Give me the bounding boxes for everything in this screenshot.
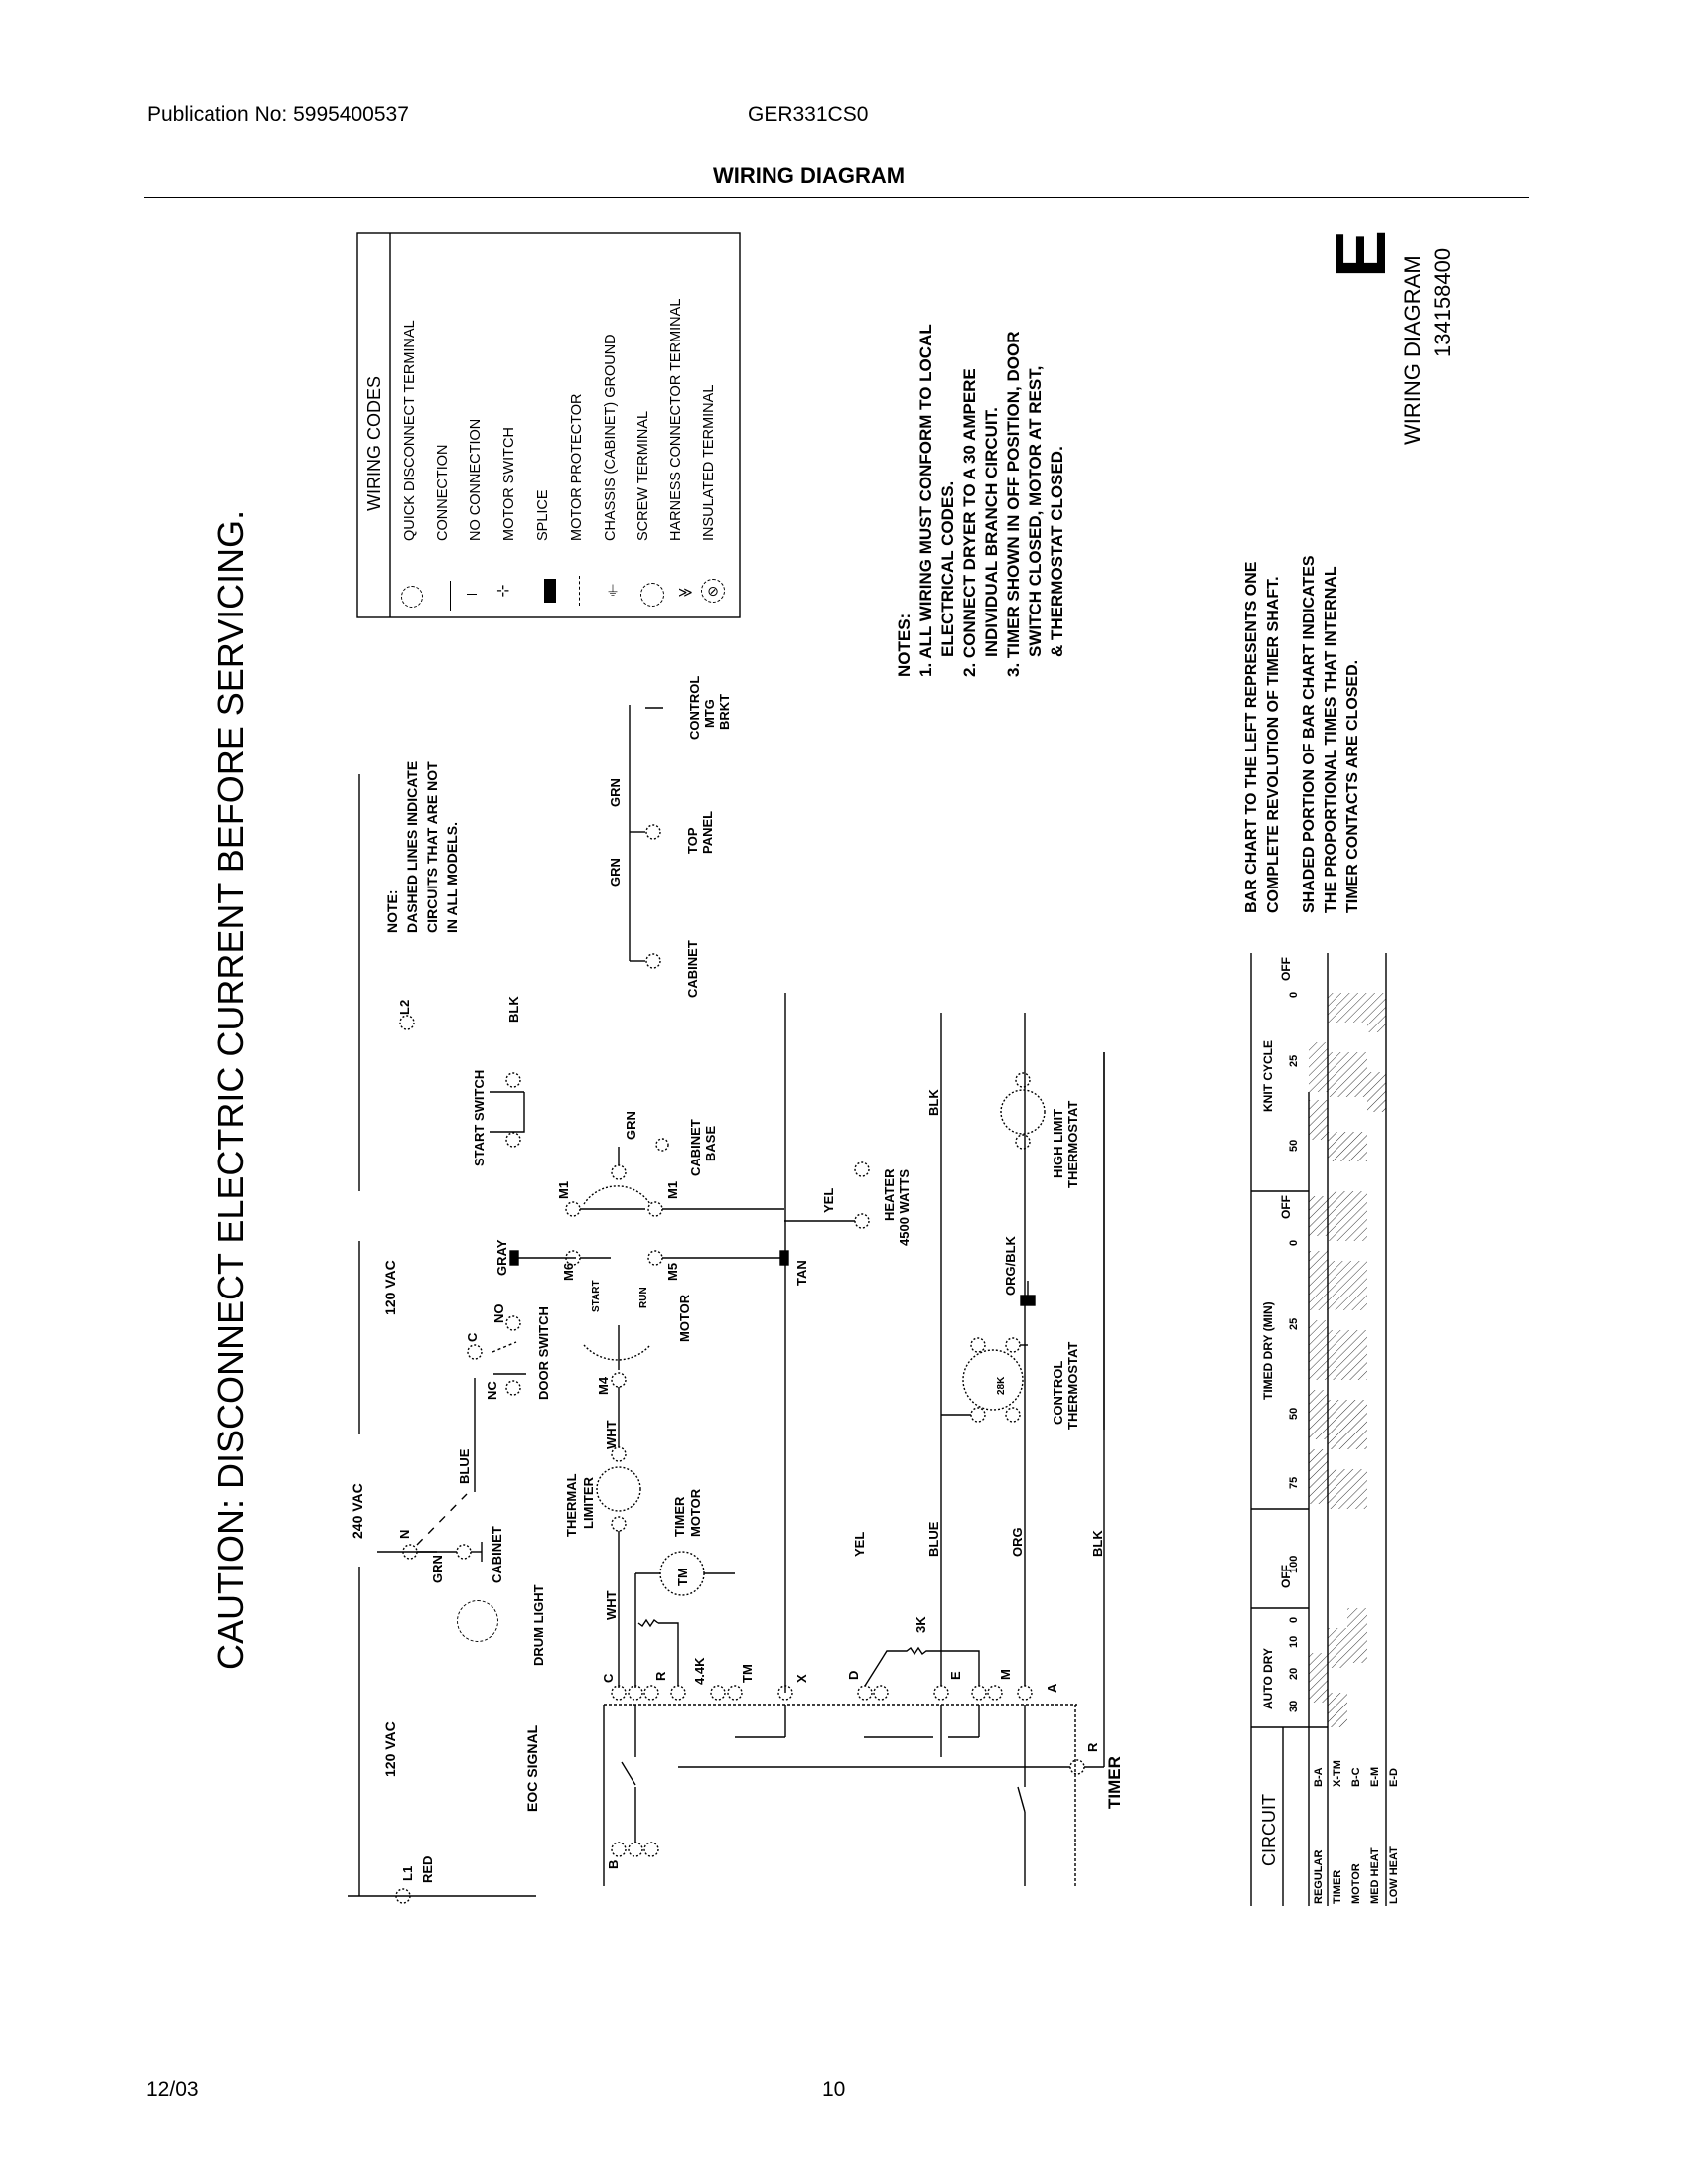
terminal-r: R <box>653 1671 668 1681</box>
chart-row-low-heat: LOW HEAT <box>1388 1846 1400 1904</box>
chart-tick: 20 <box>1288 1667 1300 1680</box>
label-blk-bottom: BLK <box>1090 1530 1105 1557</box>
chart-tick: 25 <box>1288 1317 1300 1330</box>
label-yel-bottom: YEL <box>852 1531 867 1557</box>
chassis-ground-icon: ⏚ <box>606 583 620 599</box>
label-blue-bottom: BLUE <box>926 1521 941 1557</box>
label-m1b: M1 <box>665 1180 680 1199</box>
chart-tick: 0 <box>1288 991 1300 998</box>
no-connection-icon <box>467 594 477 595</box>
label-4-4k: 4.4K <box>692 1657 707 1685</box>
label-m6: M6 <box>561 1262 576 1281</box>
harness-connector-icon: ≫ <box>678 584 693 600</box>
chart-tick: 50 <box>1288 1139 1300 1152</box>
motor-switch-icon: ⊹ <box>496 583 510 600</box>
code-connection: CONNECTION <box>435 444 451 541</box>
label-door-no: NO <box>492 1303 506 1323</box>
code-no-connection: NO CONNECTION <box>468 418 484 541</box>
label-l1: L1 <box>400 1865 415 1881</box>
dashed-note <box>382 761 462 933</box>
label-cabinet-n: CABINET <box>490 1526 504 1583</box>
label-240vac: 240 VAC <box>350 1483 365 1539</box>
chart-section-timed-dry: TIMED DRY (MIN) <box>1261 1301 1275 1400</box>
label-grn-ground-1: GRN <box>608 858 623 887</box>
label-high-limit-2: THERMOSTAT <box>1065 1100 1080 1188</box>
screw-terminal-icon <box>640 583 664 607</box>
code-motor-protector: MOTOR PROTECTOR <box>569 393 585 541</box>
chart-row-timer: TIMER <box>1332 1869 1343 1904</box>
label-m4: M4 <box>596 1376 611 1395</box>
dashed-note-line1: NOTE: <box>384 889 400 933</box>
chart-tick: 0 <box>1288 1616 1300 1623</box>
label-run: RUN <box>638 1287 649 1308</box>
label-tm: TM <box>675 1568 690 1586</box>
chart-contacts-regular: B-A <box>1313 1767 1325 1787</box>
footer-page-number: 10 <box>822 2078 846 2101</box>
note-line: ELECTRICAL CODES. <box>938 480 957 657</box>
label-high-limit-1: HIGH LIMIT <box>1051 1108 1065 1178</box>
bar-note-line: SHADED PORTION OF BAR CHART INDICATES <box>1301 555 1318 913</box>
note-line: & THERMOSTAT CLOSED. <box>1048 446 1066 657</box>
chart-row-med-heat: MED HEAT <box>1369 1847 1381 1904</box>
diagram-title: WIRING DIAGRAM <box>1400 255 1425 445</box>
terminal-a: A <box>1045 1683 1059 1693</box>
label-120vac-left: 120 VAC <box>382 1721 398 1777</box>
timer-bar-hatching <box>1309 993 1386 1727</box>
code-quick-disconnect: QUICK DISCONNECT TERMINAL <box>402 320 418 541</box>
label-wht-motor: WHT <box>604 1420 619 1449</box>
label-l2-blk: BLK <box>506 996 521 1023</box>
label-m1a: M1 <box>556 1180 571 1199</box>
chart-contacts-timer: X-TM <box>1332 1760 1343 1787</box>
dashed-note-line2: DASHED LINES INDICATE <box>404 760 420 933</box>
code-harness-connector: HARNESS CONNECTOR TERMINAL <box>668 298 684 541</box>
terminal-tm: TM <box>740 1664 755 1683</box>
note-line: SWITCH CLOSED, MOTOR AT REST, <box>1026 365 1045 657</box>
code-screw-terminal: SCREW TERMINAL <box>635 410 651 541</box>
bar-note-line: THE PROPORTIONAL TIMES THAT INTERNAL <box>1323 566 1339 913</box>
label-ground-top-1: TOP <box>685 827 700 854</box>
label-door-switch: DOOR SWITCH <box>536 1306 551 1400</box>
splice-icon <box>544 579 556 603</box>
terminal-c: C <box>601 1673 616 1683</box>
label-n: N <box>397 1529 412 1539</box>
terminal-m: M <box>998 1669 1013 1680</box>
label-grn-motor: GRN <box>624 1111 638 1140</box>
label-l2: L2 <box>397 999 412 1015</box>
terminal-b: B <box>606 1859 621 1869</box>
label-blue-door: BLUE <box>457 1448 472 1484</box>
label-control-thermostat-2: THERMOSTAT <box>1065 1341 1080 1430</box>
label-cabinet-base-2: BASE <box>703 1125 718 1161</box>
connection-icon <box>450 581 451 611</box>
code-insulated-terminal: INSULATED TERMINAL <box>701 384 717 541</box>
dashed-note-line4: IN ALL MODELS. <box>444 822 460 933</box>
wiring-codes-title: WIRING CODES <box>364 375 384 511</box>
label-grn-ground-2: GRN <box>608 778 623 807</box>
label-drum-light: DRUM LIGHT <box>531 1584 546 1666</box>
motor-protector-icon <box>579 576 581 606</box>
terminal-x: X <box>794 1674 809 1683</box>
label-org-blk: ORG/BLK <box>1003 1236 1018 1296</box>
label-ground-top-2: PANEL <box>700 810 715 854</box>
note-line: INDIVIDUAL BRANCH CIRCUIT. <box>982 407 1001 657</box>
code-motor-switch: MOTOR SWITCH <box>501 427 517 541</box>
label-door-c: C <box>465 1332 480 1342</box>
chart-section-auto-dry: AUTO DRY <box>1261 1647 1275 1709</box>
bar-note-line: COMPLETE REVOLUTION OF TIMER SHAFT. <box>1265 576 1282 913</box>
caution-banner: CAUTION: DISCONNECT ELECTRIC CURRENT BEFORE SERVICING. <box>211 509 251 1670</box>
label-tan: TAN <box>794 1260 809 1286</box>
chart-row-motor: MOTOR <box>1350 1863 1362 1904</box>
label-timer: TIMER <box>1105 1756 1124 1809</box>
diagram-letter: E <box>1322 229 1401 278</box>
label-m5: M5 <box>665 1262 680 1281</box>
notes-block <box>894 324 1068 677</box>
label-120vac-right: 120 VAC <box>382 1260 398 1315</box>
bar-note-line: BAR CHART TO THE LEFT REPRESENTS ONE <box>1243 561 1260 913</box>
code-chassis-ground: CHASSIS (CABINET) GROUND <box>603 334 619 541</box>
chart-tick: 0 <box>1288 1239 1300 1246</box>
page-title: WIRING DIAGRAM <box>713 163 906 188</box>
bar-chart-note <box>1241 555 1364 913</box>
label-ground-control-3: BRKT <box>717 693 732 730</box>
terminal-e: E <box>948 1671 963 1680</box>
chart-tick: 30 <box>1288 1700 1300 1712</box>
chart-tick: 75 <box>1288 1476 1300 1489</box>
label-start-switch: START SWITCH <box>472 1069 487 1166</box>
chart-row-regular: REGULAR <box>1313 1849 1325 1904</box>
label-timer-motor-1: TIMER <box>672 1496 687 1537</box>
terminal-d: D <box>846 1670 861 1680</box>
label-timer-motor-2: MOTOR <box>688 1488 703 1537</box>
model-number: GER331CS0 <box>748 103 869 126</box>
label-wht-timer: WHT <box>604 1590 619 1620</box>
label-cabinet-base-1: CABINET <box>688 1119 703 1176</box>
chart-tick: 100 <box>1288 1555 1300 1573</box>
chart-tick: 10 <box>1288 1635 1300 1648</box>
label-control-thermostat-1: CONTROL <box>1051 1360 1065 1425</box>
label-grn-n: GRN <box>430 1555 445 1583</box>
chart-circuit-header: CIRCUIT <box>1259 1794 1279 1866</box>
drum-light-icon <box>457 1600 498 1642</box>
chart-section-knit-cycle: KNIT CYCLE <box>1261 1040 1275 1112</box>
dashed-note-line3: CIRCUITS THAT ARE NOT <box>424 761 440 933</box>
label-ground-cabinet: CABINET <box>685 940 700 998</box>
chart-contacts-med-heat: E-M <box>1369 1766 1381 1787</box>
label-start: START <box>591 1280 602 1312</box>
chart-tick: 25 <box>1288 1054 1300 1067</box>
note-line: 1. ALL WIRING MUST CONFORM TO LOCAL <box>916 324 935 677</box>
label-28k: 28K <box>996 1376 1007 1395</box>
diagram-number: 134158400 <box>1430 247 1455 357</box>
label-thermal-limiter-1: THERMAL <box>564 1473 579 1537</box>
label-yel-heater: YEL <box>821 1187 836 1213</box>
publication-number: Publication No: 5995400537 <box>147 103 409 126</box>
quick-disconnect-terminal-icon <box>401 586 423 608</box>
footer-date: 12/03 <box>146 2078 199 2101</box>
label-3k: 3K <box>914 1616 928 1633</box>
label-motor: MOTOR <box>677 1294 692 1342</box>
terminal-r2: R <box>1085 1742 1100 1752</box>
label-l1-red: RED <box>420 1855 435 1883</box>
notes-title: NOTES: <box>895 613 914 677</box>
chart-tick: 50 <box>1288 1407 1300 1420</box>
label-gray: GRAY <box>494 1239 509 1276</box>
note-line: 2. CONNECT DRYER TO A 30 AMPERE <box>960 368 979 677</box>
bar-note-line: TIMER CONTACTS ARE CLOSED. <box>1344 659 1361 913</box>
chart-section-off-2: OFF <box>1279 1195 1293 1219</box>
label-door-nc: NC <box>485 1381 499 1400</box>
label-heater-2: 4500 WATTS <box>897 1168 912 1246</box>
chart-contacts-low-heat: E-D <box>1388 1768 1400 1787</box>
label-thermal-limiter-2: LIMITER <box>581 1477 596 1529</box>
label-ground-control-1: CONTROL <box>687 675 702 740</box>
chart-section-off-1: OFF <box>1279 1565 1293 1588</box>
note-line: 3. TIMER SHOWN IN OFF POSITION, DOOR <box>1004 331 1023 677</box>
chart-contacts-motor: B-C <box>1350 1767 1362 1787</box>
code-splice: SPLICE <box>535 489 551 541</box>
label-heater-1: HEATER <box>882 1168 897 1221</box>
label-org-bottom: ORG <box>1010 1527 1025 1557</box>
label-ground-control-2: MTG <box>702 699 717 728</box>
label-eoc-signal: EOC SIGNAL <box>524 1724 540 1812</box>
chart-section-off-3: OFF <box>1279 957 1293 981</box>
label-blk-top: BLK <box>926 1089 941 1116</box>
insulated-terminal-icon: ⊘ <box>701 579 725 603</box>
